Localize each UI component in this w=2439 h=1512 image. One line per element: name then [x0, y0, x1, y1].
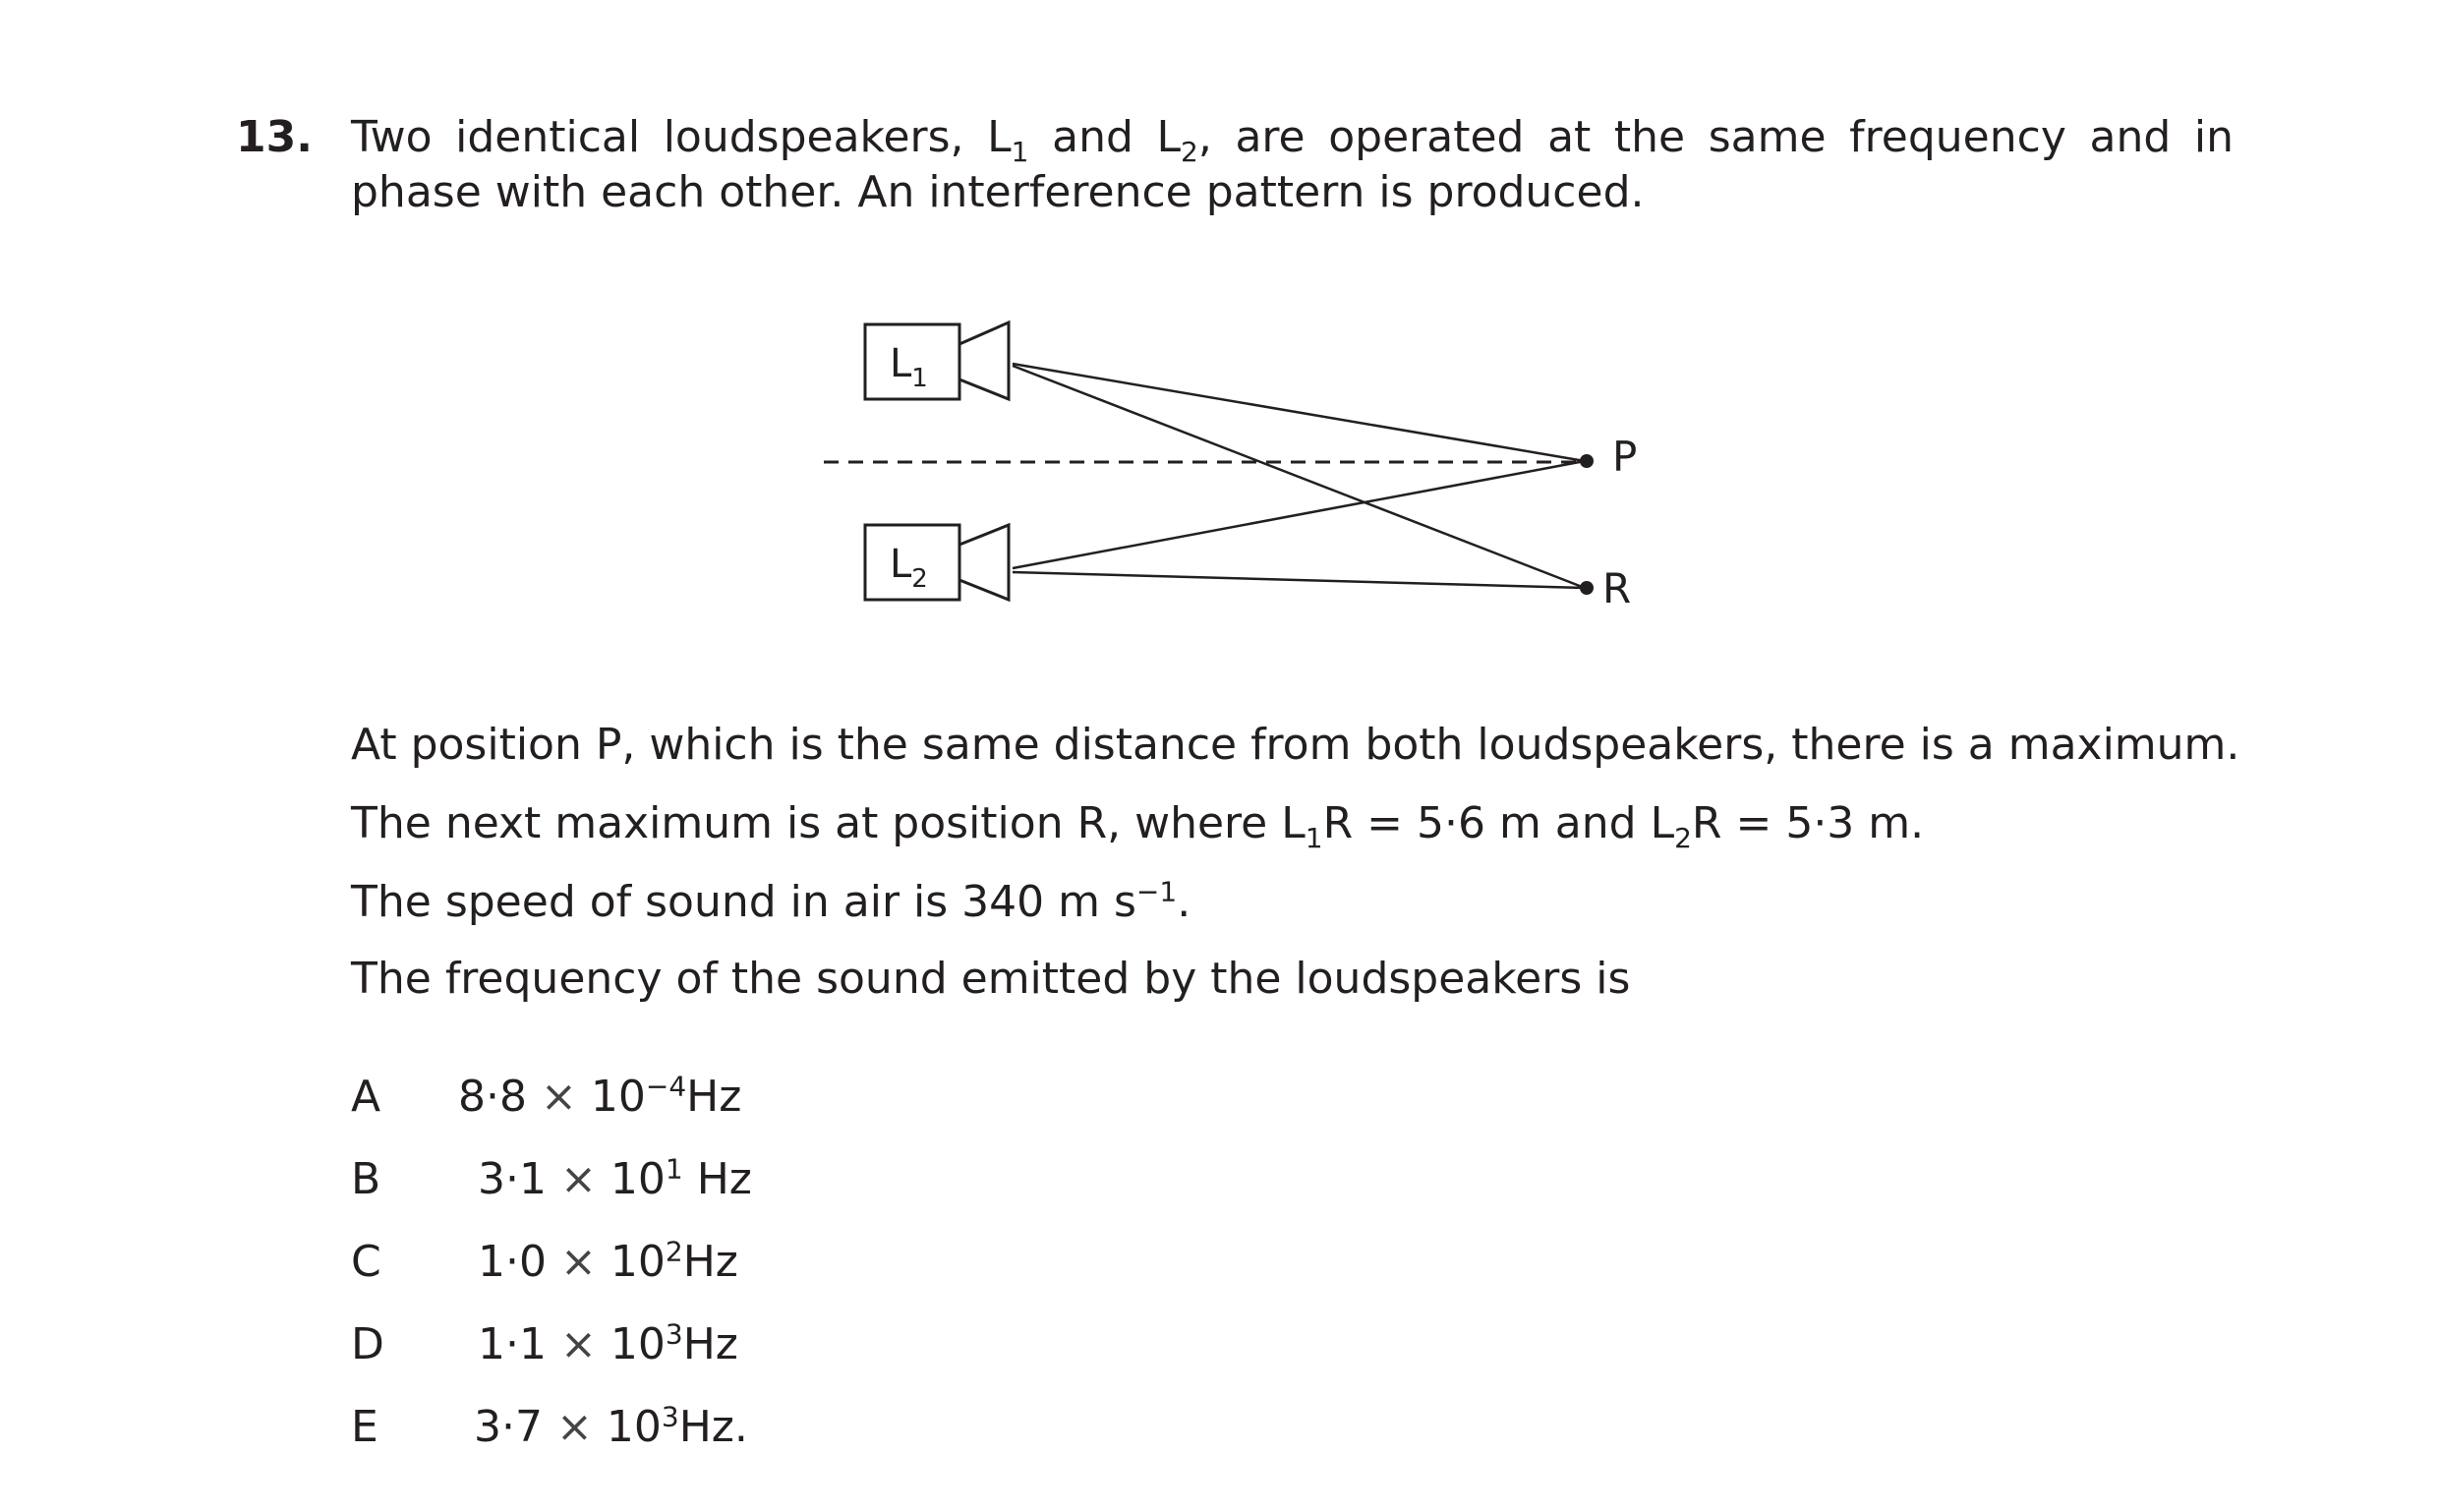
speaker-l1-label: $L_1$	[890, 341, 928, 393]
option-e-letter: E	[351, 1402, 378, 1452]
speaker-l2-label: $L_2$	[890, 542, 928, 594]
path-l2-r	[1013, 572, 1585, 588]
option-d-letter: D	[351, 1319, 384, 1369]
option-a-letter: A	[351, 1072, 381, 1122]
para2-text-b: R = 5·6 m and L	[1322, 798, 1675, 848]
para2-subscript-2: 2	[1674, 821, 1692, 854]
paragraph-speed-of-sound	[351, 875, 1190, 930]
option-a-value: $8\cdot 8 \times 10^{-4}Hz$	[458, 1070, 742, 1122]
stem-text-3: , are operated at the same frequency and in phase with each other. An interference pattern is produced.	[351, 112, 2234, 217]
point-r-label: R	[1602, 564, 1632, 612]
speaker-l1-cone	[959, 322, 1009, 399]
point-p-dot	[1580, 454, 1594, 468]
point-p-label: P	[1612, 433, 1638, 481]
para2-text-c: R = 5·3 m.	[1691, 798, 1925, 848]
option-d-value: $1\cdot 1 \times 10^3Hz$	[478, 1317, 738, 1369]
question-number: 13.	[236, 112, 313, 162]
option-c-value: $1\cdot 0 \times 10^2Hz$	[478, 1235, 738, 1287]
option-b-value: $3\cdot 1 \times 10^1$ Hz	[478, 1152, 752, 1204]
option-e-value: $3\cdot 7 \times 10^3Hz$.	[474, 1400, 748, 1452]
point-r-dot	[1580, 581, 1594, 595]
option-b-letter: B	[351, 1154, 381, 1204]
para2-subscript-1: 1	[1305, 821, 1323, 854]
option-c-letter: C	[351, 1237, 381, 1287]
path-l1-p	[1013, 364, 1585, 461]
paragraph-frequency-question: The frequency of the sound emitted by the loudspeakers is	[351, 954, 1631, 1004]
speaker-l2-cone	[959, 525, 1009, 600]
paragraph-next-maximum	[351, 796, 1925, 854]
stem-text-1: Two identical loudspeakers, L	[351, 112, 1012, 162]
stem-text-2: and L	[1028, 112, 1182, 162]
stem-subscript-1: 1	[1011, 135, 1029, 168]
stem-subscript-2: 2	[1181, 135, 1198, 168]
paragraph-position-p: At position P, which is the same distance from both loudspeakers, there is a maximum.	[351, 720, 2240, 770]
para3-text-a: The speed of sound in air is 340 m s	[351, 877, 1136, 927]
para3-superscript: −1	[1135, 875, 1178, 908]
para2-text-a: The next maximum is at position R, where L	[351, 798, 1306, 848]
para3-text-b: .	[1177, 877, 1191, 927]
